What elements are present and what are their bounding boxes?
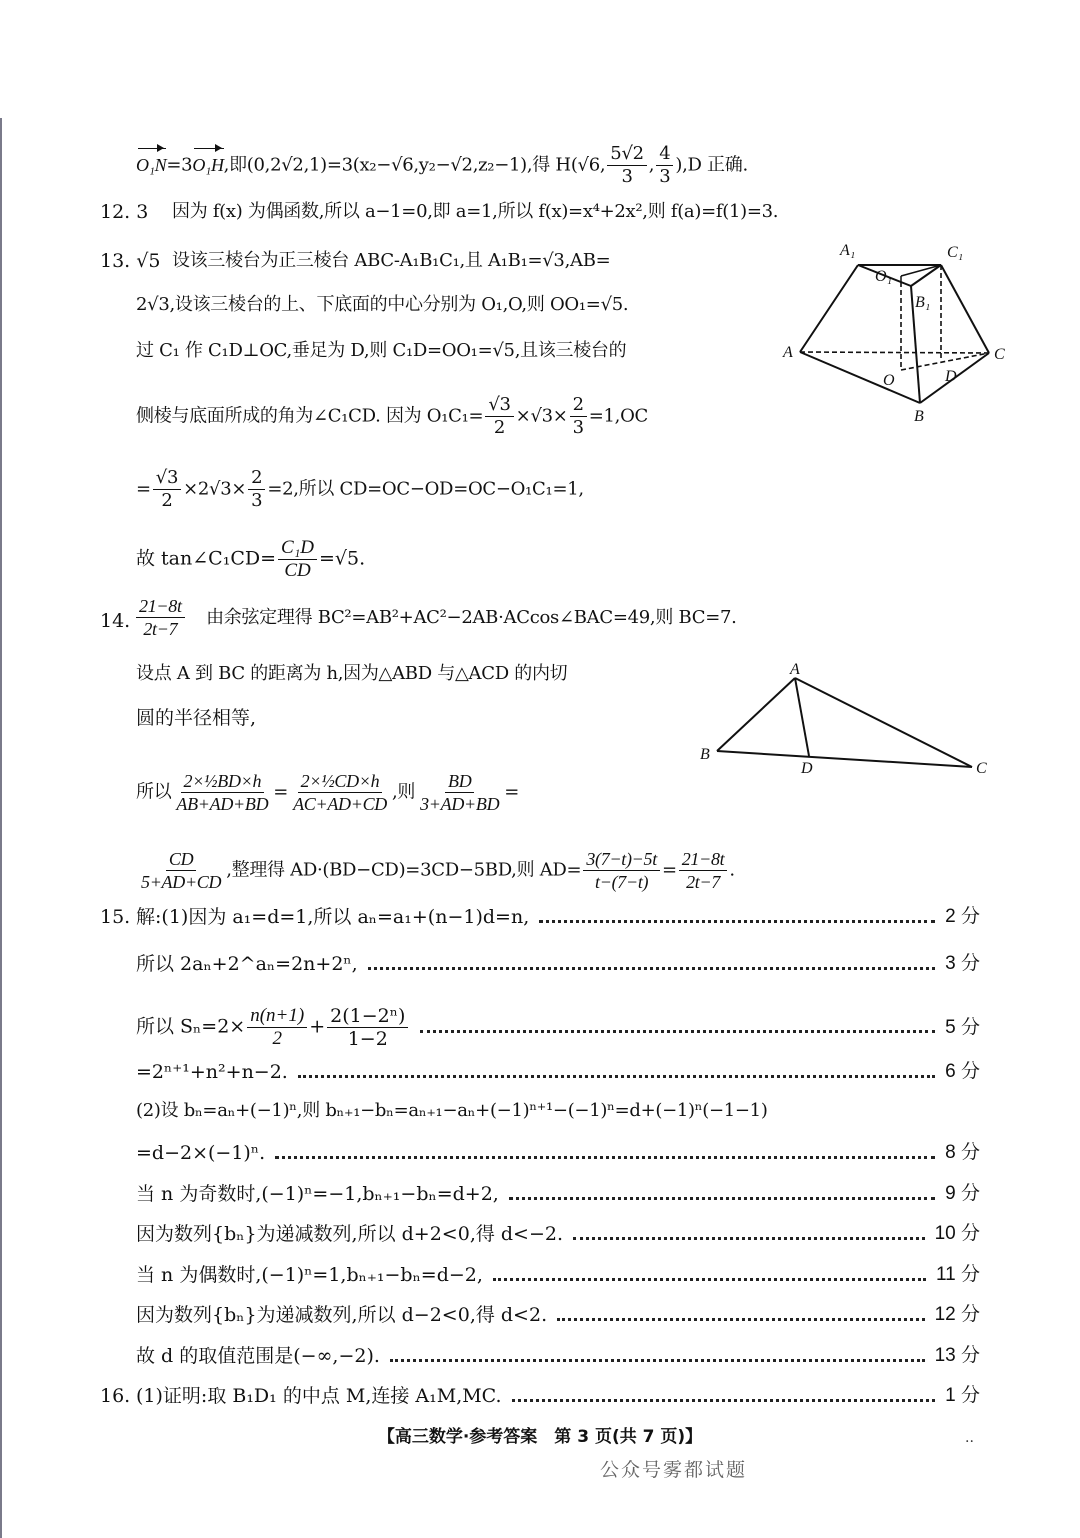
text: =3 (166, 154, 193, 176)
vector-o1n: O₁N (136, 151, 166, 179)
text: 所以 Sₙ=2× (136, 1015, 246, 1038)
q15-number: 15. (100, 906, 131, 928)
numerator: 3(7−t)−5t (583, 848, 660, 871)
text: =2,所以 CD=OC−OD=OC−O₁C₁=1, (267, 478, 584, 500)
text: =√5. (319, 547, 366, 570)
side-bc (717, 751, 972, 767)
fraction (570, 394, 587, 439)
fraction (278, 537, 317, 582)
score: 8 分 (945, 1142, 980, 1163)
q15-row (136, 1139, 980, 1167)
dot-leader (368, 967, 935, 970)
page-footer: 【高三数学·参考答案 第 3 页(共 7 页)】 (377, 1427, 703, 1447)
text: ),D 正确. (675, 154, 748, 176)
denominator: 2t−7 (686, 872, 721, 892)
text: , (648, 154, 655, 176)
fraction (417, 770, 502, 815)
fraction (153, 467, 181, 512)
fraction (290, 770, 390, 815)
fraction (138, 848, 224, 893)
dot-leader (420, 1030, 935, 1033)
dot-leader (573, 1237, 925, 1240)
text: = (661, 859, 677, 881)
q15-row (136, 950, 980, 978)
denominator: 3 (251, 490, 263, 511)
denominator: 3 (572, 417, 584, 438)
score: 3 分 (945, 953, 980, 974)
denominator: t−(7−t) (595, 872, 649, 892)
q13-line-3: 过 C₁ 作 C₁D⊥OC,垂足为 D,则 C₁D=OO₁=√5,且该三棱台的 (136, 340, 627, 361)
denominator: 2 (493, 417, 506, 438)
q12-number: 12. 3 (100, 201, 149, 223)
text: ,即(0,2√2,1)=3(x₂−√6,y₂−√2,z₂−1),得 H(√6, (223, 154, 606, 176)
q15-row (136, 903, 980, 931)
vector-o1h: O₁H (192, 151, 223, 179)
step-text: 故 d 的取值范围是(−∞,−2). (136, 1345, 380, 1367)
q16-number: 16. (100, 1385, 131, 1407)
numerator: 2×½BD×h (181, 770, 265, 793)
numerator: 2×½CD×h (298, 770, 383, 793)
numerator: CD (166, 848, 196, 871)
page-left-border (0, 118, 2, 1538)
text: 所以 (136, 781, 172, 803)
score: 11 分 (935, 1264, 980, 1285)
numerator: √3 (485, 394, 513, 417)
footer-marks: .. (965, 1430, 974, 1446)
denominator: 3 (621, 166, 633, 187)
step-text: 所以 2aₙ+2^aₙ=2n+2ⁿ, (136, 953, 358, 975)
denominator: AB+AD+BD (176, 794, 269, 814)
fraction (485, 394, 513, 439)
text: = (504, 781, 520, 803)
side-ab (717, 678, 795, 751)
text: ×2√3× (183, 478, 247, 500)
segment-o1c1 (901, 265, 941, 276)
label-b: B (700, 746, 710, 763)
numerator: 2 (570, 394, 587, 417)
step-text: 因为数列{bₙ}为递减数列,所以 d−2<0,得 d<2. (136, 1304, 548, 1326)
q15-row (136, 1005, 980, 1050)
side-ac (795, 678, 972, 767)
step-text: (1)证明:取 B₁D₁ 的中点 M,连接 A₁M,MC. (136, 1385, 502, 1407)
label-a: A (783, 344, 793, 361)
label-a: A (790, 661, 800, 678)
denominator: 2t−7 (143, 619, 178, 639)
frustum-figure (775, 235, 1010, 425)
text: = (273, 781, 289, 803)
fraction (607, 143, 646, 188)
label-c1: C₁ (947, 244, 964, 261)
text: ,则 (391, 781, 416, 803)
score: 9 分 (945, 1183, 980, 1204)
denominator: 3+AD+BD (420, 794, 500, 814)
numerator: 21−8t (679, 848, 728, 871)
fraction (247, 1005, 307, 1050)
fraction (248, 467, 265, 512)
step-text: 因为数列{bₙ}为递减数列,所以 d+2<0,得 d<−2. (136, 1223, 564, 1245)
text: ,整理得 AD·(BD−CD)=3CD−5BD,则 AD= (226, 859, 582, 881)
score: 13 分 (934, 1345, 980, 1366)
label-d: D (945, 368, 957, 385)
q13-line-5 (136, 467, 584, 512)
q14-number: 14. (100, 610, 131, 632)
step-text (136, 1005, 410, 1050)
edge-ac-hidden (800, 352, 989, 353)
step-text: 当 n 为奇数时,(−1)ⁿ=−1,bₙ₊₁−bₙ=d+2, (136, 1183, 499, 1205)
label-c: C (994, 346, 1005, 363)
label-o1: O₁ (875, 268, 893, 285)
label-o: O (883, 372, 895, 389)
label-b1: B₁ (915, 294, 931, 311)
denominator: 2 (272, 1028, 282, 1049)
fraction (327, 1005, 408, 1050)
numerator: n(n+1) (247, 1005, 307, 1028)
score: 10 分 (934, 1223, 980, 1244)
q12-text: 因为 f(x) 为偶函数,所以 a−1=0,即 a=1,所以 f(x)=x⁴+2x²,则 f(a)=f(1)=3. (172, 201, 779, 222)
text: . (729, 859, 735, 881)
denominator: CD (284, 560, 311, 581)
step-text: =2ⁿ⁺¹+n²+n−2. (136, 1061, 288, 1083)
label-d: D (801, 760, 813, 777)
text: = (136, 478, 151, 500)
step-text: 当 n 为偶数时,(−1)ⁿ=1,bₙ₊₁−bₙ=d−2, (136, 1264, 483, 1286)
fraction (583, 848, 660, 893)
q15-row (136, 1342, 980, 1370)
watermark (600, 1455, 747, 1482)
edge-b1c1 (911, 265, 941, 286)
q15-part2-line: (2)设 bₙ=aₙ+(−1)ⁿ,则 bₙ₊₁−bₙ=aₙ₊₁−aₙ+(−1)ⁿ⁺¹−(−1)ⁿ=d+(−1)ⁿ(−1−1) (136, 1100, 768, 1121)
text: 侧棱与底面所成的角为∠C₁CD. 因为 O₁C₁= (136, 405, 484, 427)
dot-leader (275, 1156, 935, 1159)
denominator: 3 (659, 166, 671, 187)
q11-conclusion-line (136, 143, 748, 188)
text: + (309, 1015, 326, 1038)
dot-leader (298, 1075, 935, 1078)
text: ×√3× (515, 405, 568, 427)
denominator: 2 (161, 490, 173, 511)
numerator: C₁D (278, 537, 317, 560)
text: =1,OC (588, 405, 649, 427)
dot-leader (512, 1399, 936, 1402)
q15-row (136, 1180, 980, 1208)
step-text: 解:(1)因为 a₁=d=1,所以 aₙ=a₁+(n−1)d=n, (136, 906, 530, 928)
step-text: =d−2×(−1)ⁿ. (136, 1142, 266, 1164)
dot-leader (539, 920, 935, 923)
q13-line-1: 设该三棱台为正三棱台 ABC-A₁B₁C₁,且 A₁B₁=√3,AB= (172, 250, 611, 271)
q14-line-2: 设点 A 到 BC 的距离为 h,因为△ABD 与△ACD 的内切 (136, 663, 568, 684)
numerator: 2 (248, 467, 265, 490)
label-a1: A₁ (840, 242, 856, 259)
edge-ab (800, 352, 920, 403)
dot-leader (509, 1197, 935, 1200)
q13-line-6 (136, 537, 365, 582)
q15-row (136, 1220, 980, 1248)
q14-answer-line (134, 595, 737, 640)
q13-line-4 (136, 394, 648, 439)
numerator: 21−8t (136, 595, 185, 618)
score: 6 分 (945, 1061, 980, 1082)
q14-line-3: 圆的半径相等, (136, 707, 257, 729)
fraction (173, 770, 271, 815)
dot-leader (390, 1359, 925, 1362)
score: 12 分 (934, 1304, 980, 1325)
q13-number: 13. √5 (100, 250, 161, 272)
denominator: 1−2 (347, 1028, 388, 1050)
q14-line-1: 由余弦定理得 BC²=AB²+AC²−2AB·ACcos∠BAC=49,则 BC=7. (206, 606, 737, 628)
numerator: 5√2 (607, 143, 646, 166)
q14-line-5 (136, 848, 735, 893)
q15-row (136, 1301, 980, 1329)
triangle-figure (695, 660, 995, 778)
numerator: 2(1−2ⁿ) (327, 1005, 408, 1028)
denominator: AC+AD+CD (293, 794, 387, 814)
numerator: √3 (153, 467, 181, 490)
watermark-text: 公众号雾都试题 (600, 1459, 748, 1481)
q15-row (136, 1058, 980, 1086)
edge-c1c (941, 265, 989, 353)
score: 1 分 (945, 1385, 980, 1406)
segment-ad (795, 678, 809, 756)
q14-answer-fraction (136, 595, 185, 640)
dot-leader (557, 1318, 924, 1321)
edge-a1a (800, 265, 858, 352)
numerator: BD (445, 770, 474, 793)
fraction (656, 143, 673, 188)
fraction (679, 848, 728, 893)
label-c: C (976, 760, 987, 777)
score: 5 分 (945, 1016, 980, 1038)
text: 故 tan∠C₁CD= (136, 547, 277, 570)
q16-row (136, 1382, 980, 1410)
dot-leader (493, 1278, 926, 1281)
numerator: 4 (656, 143, 673, 166)
denominator: 5+AD+CD (141, 872, 222, 892)
q13-line-2: 2√3,设该三棱台的上、下底面的中心分别为 O₁,O,则 OO₁=√5. (136, 294, 629, 315)
q14-line-4 (136, 770, 519, 815)
score: 2 分 (945, 906, 980, 927)
label-b: B (914, 408, 924, 425)
q15-row (136, 1261, 980, 1289)
